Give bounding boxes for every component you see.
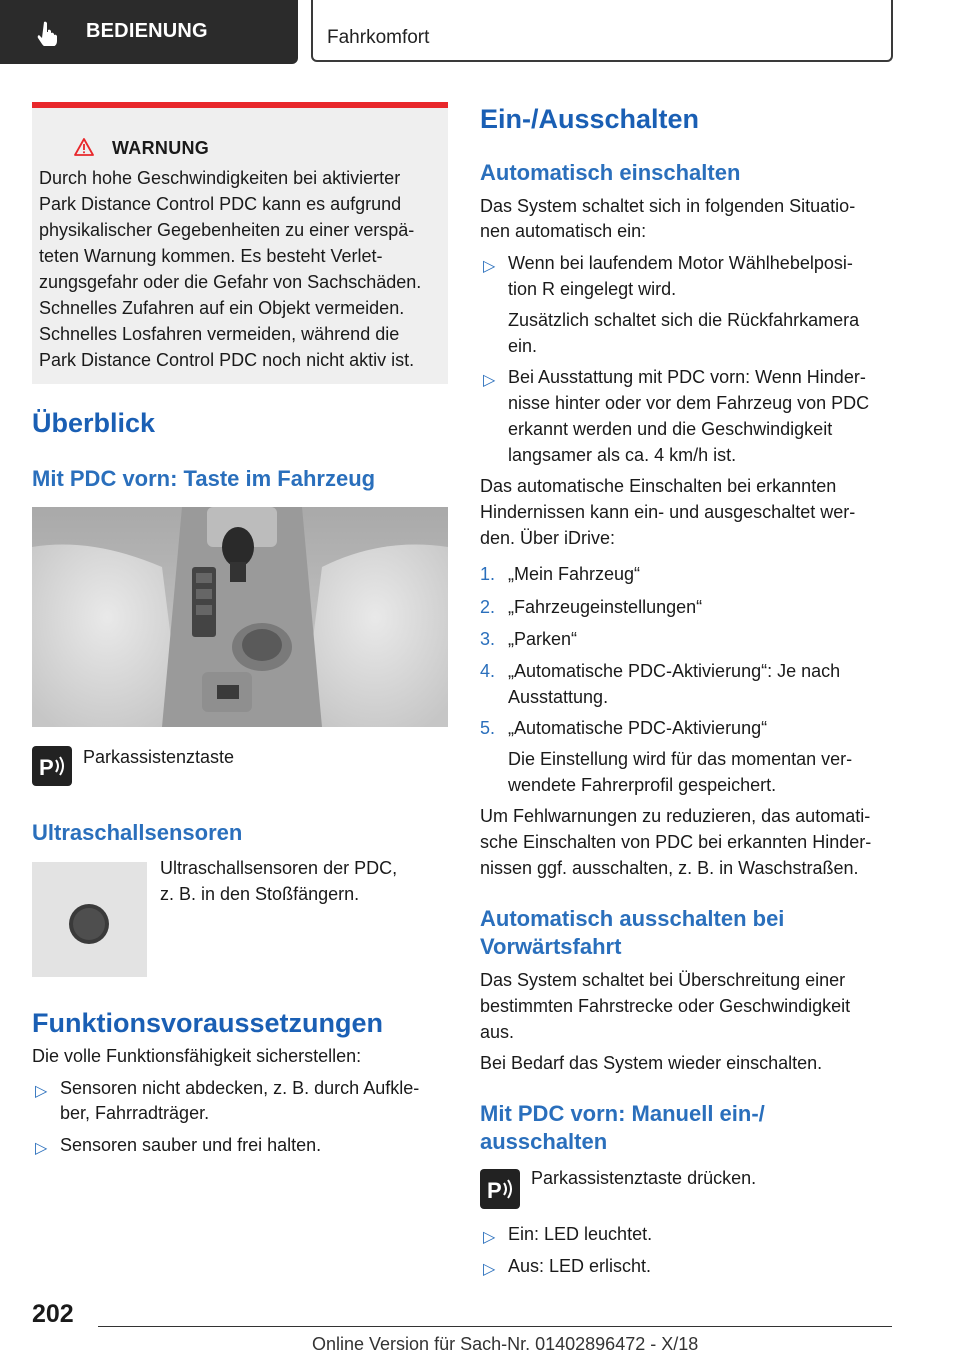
heading-on-off: Ein-/Ausschalten [480, 104, 700, 134]
sensor-text: z. B. in den Stoßfängern. [160, 884, 360, 904]
step-note: Die Einstellung wird für das momentan ver- [508, 749, 853, 769]
warning-line: teten Warnung kommen. Es besteht Verlet- [39, 246, 383, 266]
step-text: „Mein Fahrzeug“ [508, 564, 641, 584]
step-text: „Automatische PDC-Aktivierung“: Je nach [508, 661, 841, 681]
step-number: 4. [480, 661, 496, 681]
step-number: 2. [480, 597, 496, 617]
warning-line: physikalischer Gegebenheiten zu einer verspä- [39, 220, 415, 240]
paragraph: Hindernissen kann ein- und ausgeschaltet wer- [480, 502, 856, 522]
step-note: wendete Fahrerprofil gespeichert. [508, 775, 777, 795]
page-number: 202 [32, 1300, 74, 1328]
bullet-triangle-icon: ▷ [35, 1083, 48, 1100]
step-number: 3. [480, 629, 496, 649]
list-item-note: Zusätzlich schaltet sich die Rückfahrkamera [508, 310, 860, 330]
button-caption: Parkassistenztaste [83, 747, 235, 767]
requirement-item: Sensoren sauber und frei halten. [60, 1135, 322, 1155]
bullet-triangle-icon: ▷ [483, 1261, 496, 1278]
warning-line: Durch hohe Geschwindigkeiten bei aktivierter [39, 168, 401, 188]
paragraph: den. Über iDrive: [480, 528, 616, 548]
list-item: Aus: LED erlischt. [508, 1256, 652, 1276]
list-item: Bei Ausstattung mit PDC vorn: Wenn Hinder- [508, 367, 866, 387]
heading-auto-off: Vorwärtsfahrt [480, 934, 622, 959]
heading-auto-on: Automatisch einschalten [480, 160, 741, 185]
step-text: Ausstattung. [508, 687, 609, 707]
warning-title: WARNUNG [112, 138, 210, 158]
svg-text:P: P [487, 1178, 502, 1203]
step-text: „Parken“ [508, 629, 578, 649]
list-item: Wenn bei laufendem Motor Wählhebelposi- [508, 253, 853, 273]
step-text: „Fahrzeugeinstellungen“ [508, 597, 703, 617]
heading-pdc-front-button: Mit PDC vorn: Taste im Fahrzeug [32, 466, 376, 491]
paragraph: aus. [480, 1022, 515, 1042]
heading-auto-off: Automatisch ausschalten bei [480, 906, 785, 931]
heading-sensors: Ultraschallsensoren [32, 820, 243, 845]
warning-line: zungsgefahr oder die Gefahr von Sachschäden. [39, 272, 422, 292]
paragraph: Das automatische Einschalten bei erkannten [480, 476, 837, 496]
paragraph: Das System schaltet bei Überschreitung einer [480, 970, 846, 990]
bullet-triangle-icon: ▷ [483, 258, 496, 275]
requirements-intro: Die volle Funktionsfähigkeit sicherstellen: [32, 1046, 362, 1066]
requirement-item: ber, Fahrradträger. [60, 1103, 210, 1123]
list-item: langsamer als ca. 4 km/h ist. [508, 445, 737, 465]
hand-pointer-icon [36, 20, 62, 46]
warning-line: Park Distance Control PDC noch nicht aktiv ist. [39, 350, 415, 370]
paragraph: nen automatisch ein: [480, 221, 647, 241]
warning-triangle-icon [74, 138, 94, 156]
warning-line: Schnelles Zufahren auf ein Objekt vermeiden. [39, 298, 405, 318]
warning-line: Schnelles Losfahren vermeiden, während die [39, 324, 400, 344]
list-item: Ein: LED leuchtet. [508, 1224, 653, 1244]
heading-manual: ausschalten [480, 1129, 608, 1154]
warning-line: Park Distance Control PDC kann es aufgrund [39, 194, 402, 214]
heading-requirements: Funktionsvoraussetzungen [32, 1008, 384, 1038]
list-item: nisse hinter oder vor dem Fahrzeug von PDC [508, 393, 870, 413]
park-assist-button-icon [32, 746, 72, 786]
list-item-note: ein. [508, 336, 538, 356]
heading-overview: Überblick [32, 408, 156, 438]
svg-text:P: P [39, 755, 54, 780]
heading-manual: Mit PDC vorn: Manuell ein-/ [480, 1101, 765, 1126]
bullet-triangle-icon: ▷ [35, 1140, 48, 1157]
section-label: BEDIENUNG [86, 20, 208, 42]
step-number: 5. [480, 718, 496, 738]
chapter-header [311, 0, 893, 62]
paragraph: sche Einschalten von PDC bei erkannten Hinder- [480, 832, 872, 852]
sensor-text: Ultraschallsensoren der PDC, [160, 858, 398, 878]
paragraph: Bei Bedarf das System wieder einschalten. [480, 1053, 823, 1073]
paragraph: nissen ggf. ausschalten, z. B. in Waschstraßen. [480, 858, 859, 878]
center-console-photo [32, 507, 448, 727]
footer-version: Online Version für Sach-Nr. 01402896472 - X/18 [312, 1334, 699, 1354]
step-text: „Automatische PDC-Aktivierung“ [508, 718, 768, 738]
park-assist-button-icon [480, 1169, 520, 1209]
ultrasonic-sensor-image [32, 862, 147, 977]
list-item: tion R eingelegt wird. [508, 279, 677, 299]
bullet-triangle-icon: ▷ [483, 1229, 496, 1246]
section-tab [0, 0, 298, 64]
manual-text: Parkassistenztaste drücken. [531, 1168, 757, 1188]
footer-divider [98, 1326, 892, 1327]
bullet-triangle-icon: ▷ [483, 372, 496, 389]
chapter-label: Fahrkomfort [327, 27, 430, 48]
paragraph: Um Fehlwarnungen zu reduzieren, das automati- [480, 806, 871, 826]
step-number: 1. [480, 564, 496, 584]
paragraph: bestimmten Fahrstrecke oder Geschwindigkeit [480, 996, 851, 1016]
requirement-item: Sensoren nicht abdecken, z. B. durch Aufkle- [60, 1078, 420, 1098]
list-item: erkannt werden und die Geschwindigkeit [508, 419, 833, 439]
paragraph: Das System schaltet sich in folgenden Situatio- [480, 196, 856, 216]
warning-box [32, 102, 448, 384]
